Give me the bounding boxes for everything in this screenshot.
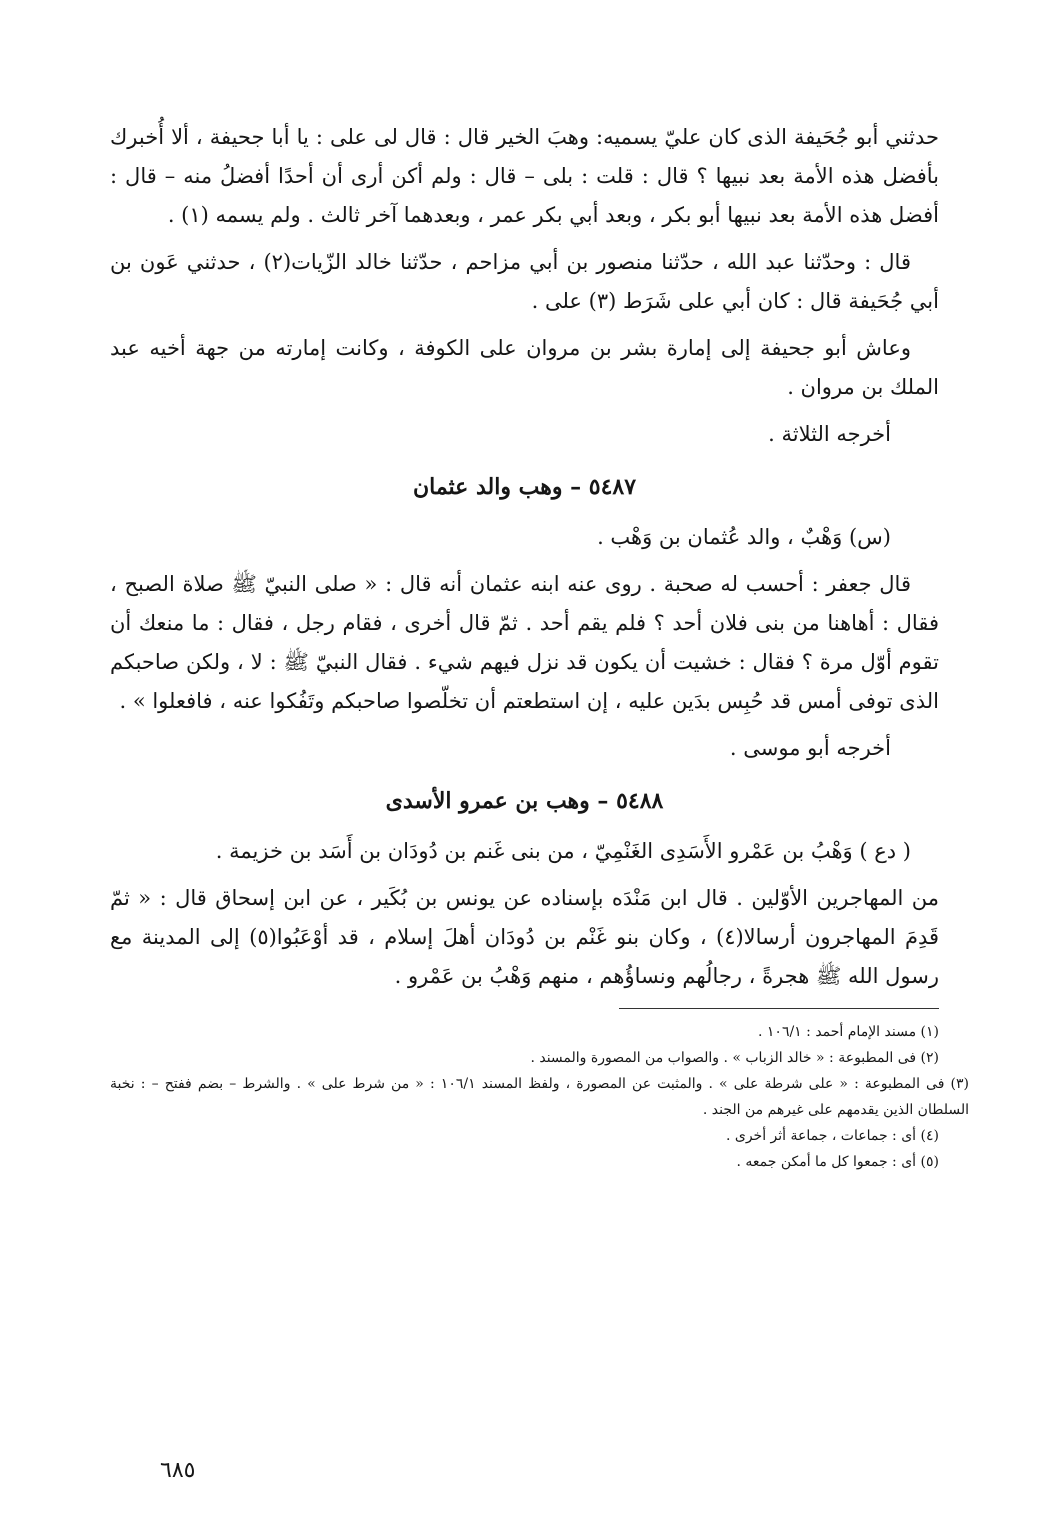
- paragraph-abu-juhayfa: حدثني أبو جُحَيفة الذى كان عليّ يسميه: وهبَ الخير قال : قال لى على : يا أبا جحيفة ، ألا أُخبرك بأفضل هذه الأمة بعد نبيها ؟ قال : قلت : بلى – قال : ولم أكن أرى أن أحدًا أفضلُ منه – قال : أفضل هذه الأمة بعد نبيها أبو بكر ، وبعد أبي بكر عمر ، وبعدهما آخر ثالث . ولم يسمه (١) .: [110, 125, 939, 227]
- page-number: ٦٨٥: [160, 1458, 196, 1483]
- section-5488: [110, 832, 939, 996]
- section-5487: [110, 518, 939, 768]
- footnote-3: (٣) فى المطبوعة : « على شرطة على » . والمثبت عن المصورة ، ولفظ المسند ١٠٦/١ : « من شرط على » . والشرط – بضم ففتح – : نخبة السلطان الذين يقدمهم على غيرهم من الجند .: [110, 1076, 969, 1118]
- paragraph-akhrajahu-1: أخرجه الثلاثة .: [768, 422, 891, 446]
- footnotes: [110, 1019, 969, 1175]
- entry-heading-5487: ٥٤٨٧ – وهب والد عثمان: [412, 474, 637, 500]
- paragraph-bishr-imara: وعاش أبو جحيفة إلى إمارة بشر بن مروان على الكوفة ، وكانت إمارته من جهة أخيه عبد الملك بن مروان .: [110, 336, 939, 399]
- paragraph-jafar-narration: قال جعفر : أحسب له صحبة . روى عنه ابنه عثمان أنه قال : « صلى النبيّ ﷺ صلاة الصبح ، فقال : أهاهنا من بنى فلان أحد ؟ فلم يقم أحد . ثمّ قال أخرى ، فقام رجل ، فقال : ما منعك أن تقوم أوّل مرة ؟ فقال : خشيت أن يكون قد نزل فيهم شيء . فقال النبيّ ﷺ : لا ، ولكن صاحبكم الذى توفى أمس قد حُبِس بدَين عليه ، إن استطعتم أن تخلّصوا صاحبكم وتَفُكوا عنه ، فافعلوا » .: [110, 572, 939, 713]
- section-continued: [110, 118, 939, 454]
- paragraph-awn-narration: قال : وحدّثنا عبد الله ، حدّثنا منصور بن أبي مزاحم ، حدّثنا خالد الزّيات(٢) ، حدثني عَون بن أبي جُحَيفة قال : كان أبي على شَرَط (٣) على .: [110, 250, 939, 313]
- paragraph-muhajirun: من المهاجرين الأوّلين . قال ابن مَنْدَه بإسناده عن يونس بن بُكَير ، عن ابن إسحاق قال : « ثمّ قَدِمَ المهاجرون أرسالا(٤) ، وكان بنو غَنْم بن دُودَان أهلَ إسلام ، قد أوْعَبُوا(٥) إلى المدينة مع رسول الله ﷺ هجرةً ، رجالُهم ونساؤُهم ، منهم وَهْبُ بن عَمْرو .: [110, 886, 940, 988]
- footnote-1: (١) مسند الإمام أحمد : ١٠٦/١ .: [758, 1024, 939, 1040]
- paragraph-akhrajahu-2: أخرجه أبو موسى .: [729, 736, 891, 760]
- paragraph-wahb-intro: (س) وَهْبٌ ، والد عُثمان بن وَهْب .: [597, 525, 891, 549]
- paragraph-wahb-asadi-intro: ( دع ) وَهْبُ بن عَمْرو الأَسَدِى الغَنْمِيّ ، من بنى غَنم بن دُودَان بن أَسَد بن خزيمة .: [215, 839, 911, 863]
- footnote-5: (٥) أى : جمعوا كل ما أمكن جمعه .: [736, 1154, 939, 1170]
- footnote-4: (٤) أى : جماعات ، جماعة أثر أخرى .: [725, 1128, 939, 1144]
- footnote-2: (٢) فى المطبوعة : « خالد الزباب » . والصواب من المصورة والمسند .: [530, 1050, 939, 1066]
- entry-heading-5488: ٥٤٨٨ – وهب بن عمرو الأسدى: [385, 788, 664, 814]
- footnote-divider: [619, 1008, 939, 1009]
